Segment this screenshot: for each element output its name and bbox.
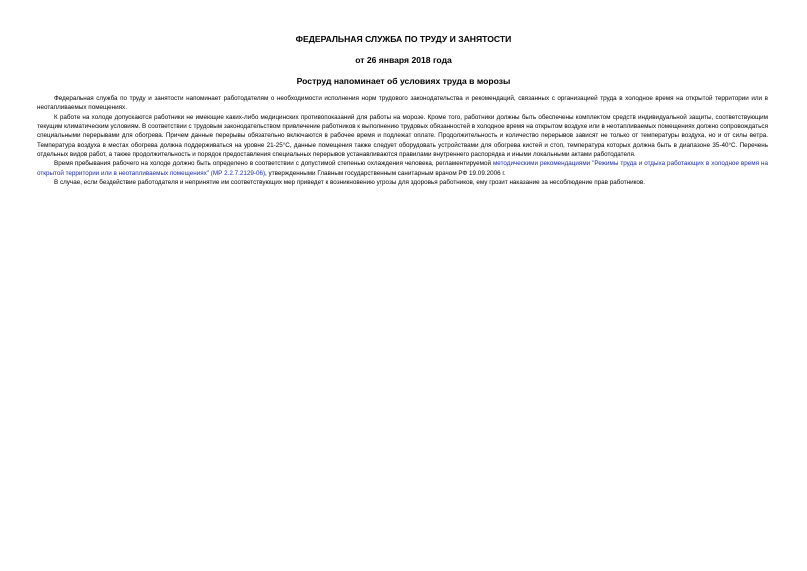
paragraph-work-time-tail: , утвержденными Главным государственным санитарным врачом РФ 19.09.2006 г.: [265, 169, 506, 177]
paragraph-intro: Федеральная служба по труду и занятости напоминает работодателям о необходимости исполнения норм трудового законодательства и рекомендаций, связанных с организацией труда в холодное время на открытой территории или в неотапливаемых помещениях.: [37, 95, 768, 112]
agency-heading: ФЕДЕРАЛЬНАЯ СЛУЖБА ПО ТРУДУ И ЗАНЯТОСТИ: [295, 34, 512, 44]
guidelines-link[interactable]: методическими рекомендациями "Режимы труда и отдыха работающих в холодное время на открытой территории или в неотапливаемых помещениях" (МР 2.2.7.2129-06): [37, 160, 768, 177]
document-body: [37, 94, 768, 187]
paragraph-penalty: В случае, если бездействие работодателя и непринятие им соответствующих мер приведет к возникновению угрозы для здоровья работников, ему грозит наказание за несоблюдение прав работников.: [54, 179, 646, 187]
document-date: от 26 января 2018 года: [355, 55, 452, 65]
paragraph-work-time: [37, 159, 768, 178]
paragraph-cold-work-rules: К работе на холоде допускаются работники не имеющие каких-либо медицинских противопоказаний для работы на морозе. Кроме того, работники должны быть обеспечены комплектом средств индивидуальной защиты, соответствующим текущим климатическим условиям. В соответствии с трудовым законодательством привлечение работников к выполнению трудовых обязанностей в холодное время на открытом воздухе или в неотапливаемых помещениях должно сопровождаться специальными перерывами для обогрева. Причем данные перерывы обязательно включаются в рабочее время и подлежат оплате. Продолжительность и количество перерывов зависят не только от температуры воздуха, но и от силы ветра. Температура воздуха в местах обогрева должна поддерживаться на уровне 21-25°C, данные помещения также следует оборудовать устройствами для обогрева кистей и стоп, температура которых должна быть в диапазоне 35-40°C. Перечень отдельных видов работ, а также продолжительность и порядок предоставления специальных перерывов устанавливаются правилами внутреннего распорядка и иными локальными актами работодателя.: [37, 113, 768, 159]
paragraph-work-time-text: Время пребывания рабочего на холоде должно быть определено в соответствии с допустимой степенью охлаждения человека, регламентируемой: [54, 160, 493, 168]
document-title: Роструд напоминает об условиях труда в морозы: [296, 76, 511, 86]
